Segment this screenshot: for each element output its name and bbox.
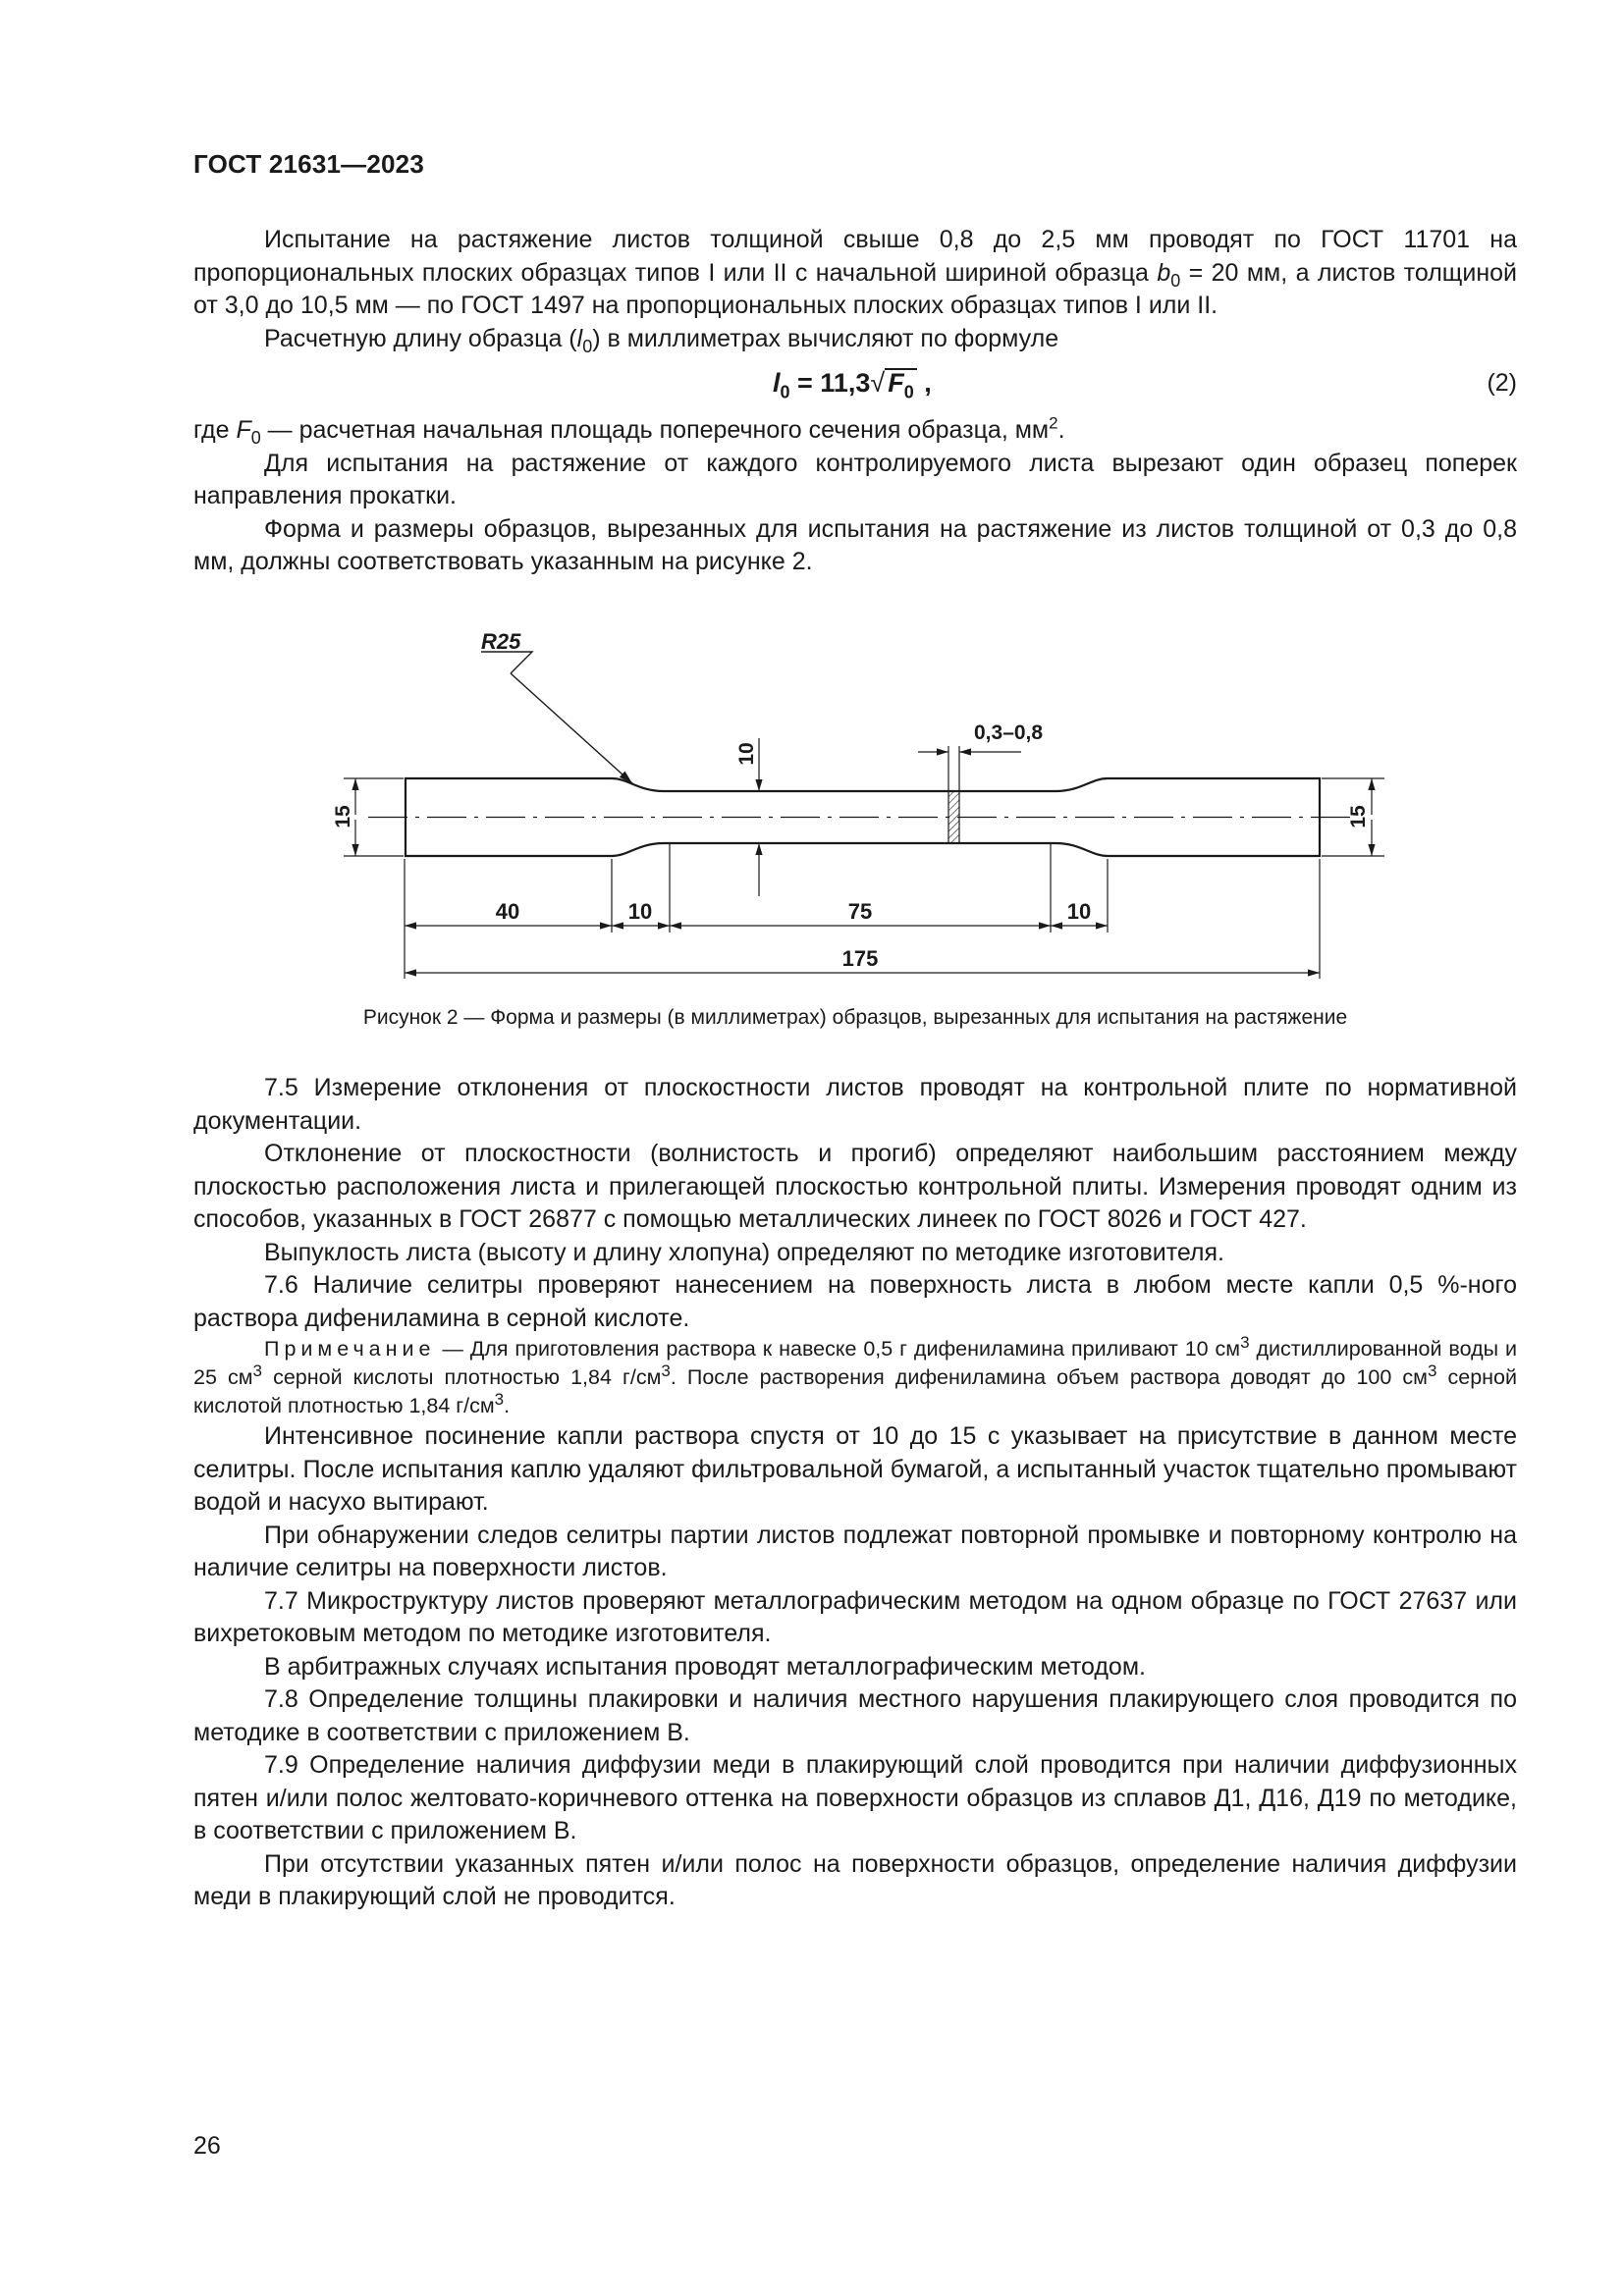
paragraph: 7.9 Определение наличия диффузии меди в плакирующий слой проводится при наличии диффузионных пятен и/или полос желтовато-коричневого оттенка на поверхности образцов из сплавов Д1, Д16, Д19 по методике, в соответствии с приложением В. xyxy=(193,1751,1517,1844)
paragraph: Интенсивное посинение капли раствора спустя от 10 до 15 с указывает на присутствие в данном месте селитры. После испытания каплю удаляют фильтровальной бумагой, а испытанный участок тщательно промывают водой и насухо вытирают. xyxy=(193,1422,1517,1516)
note-label: Примечание xyxy=(264,1337,436,1361)
paragraph: 7.6 Наличие селитры проверяют нанесением на поверхность листа в любом месте капли 0,5 %-ного раствора дифениламина в серной кислоте. xyxy=(193,1271,1517,1332)
paragraph: Расчетную длину образца $(l_0)$ в миллиметрах вычисляют по формуле xyxy=(264,324,1059,356)
body-text xyxy=(193,1072,1517,1914)
radius-label: R25 xyxy=(481,629,521,654)
paragraph: Для испытания на растяжение от каждого контролируемого листа вырезают один образец поперек направления прокатки. xyxy=(193,449,1517,509)
note: Примечание — Для приготовления раствора к навеске 0,5 г дифениламина приливают 10 $см^3$ дистиллированной воды и 25 $см^3$ серной кислоты плотностью 1,84 $г/см^3$. После растворения дифениламина объем раствора доводят до 100 $см^3$ серной кислотой плотностью 1,84 $г/см^3$. xyxy=(193,1332,1517,1417)
formula: $l_0 = 11,3√$ $F_0$ , xyxy=(773,368,932,402)
page-number: 26 xyxy=(193,2132,221,2160)
formula-number: (2) xyxy=(1487,369,1517,397)
paragraph: Испытание на растяжение листов толщиной свыше 0,8 до 2,5 мм проводят по ГОСТ 11701 на пропорциональных плоских образцах типов I или II с начальной шириной образца $b_0 = 20$ мм, а листов толщиной от 3,0 до 10,5 мм — по ГОСТ 1497 на пропорциональных плоских образцах типов I или II. xyxy=(193,226,1517,319)
document-header: ГОСТ 21631—2023 xyxy=(193,149,424,179)
paragraph: Форма и размеры образцов, вырезанных для испытания на растяжение из листов толщиной от 0,3 до 0,8 мм, должны соответствовать указанным на рисунке 2. xyxy=(193,514,1517,575)
paragraph: Выпуклость листа (высоту и длину хлопуна) определяют по методике изготовителя. xyxy=(264,1238,1225,1266)
dim-gauge: 75 xyxy=(847,899,873,924)
paragraph: В арбитражных случаях испытания проводят металлографическим методом. xyxy=(264,1652,1146,1681)
dim-trans-left: 10 xyxy=(627,899,653,924)
dim-trans-right: 10 xyxy=(1066,899,1092,924)
intro-text xyxy=(193,224,1517,579)
dim-height-right: 15 xyxy=(1347,805,1370,828)
formula-block xyxy=(193,363,1517,410)
paragraph: Отклонение от плоскостности (волнистость и прогиб) определяют наибольшим расстоянием между плоскостью расположения листа и прилегающей плоскостью контрольной плиты. Измерения проводят одним из способов, указанных в ГОСТ 26877 с помощью металлических линеек по ГОСТ 8026 и ГОСТ 427. xyxy=(193,1140,1517,1233)
paragraph: 7.8 Определение толщины плакировки и наличия местного нарушения плакирующего слоя проводится по методике в соответствии с приложением В. xyxy=(193,1685,1517,1746)
paragraph: При отсутствии указанных пятен и/или полос на поверхности образцов, определение наличия диффузии меди в плакирующий слой не проводится. xyxy=(193,1849,1517,1910)
figure-caption: Рисунок 2 — Форма и размеры (в миллиметрах) образцов, вырезанных для испытания на растяжение xyxy=(362,1006,1348,1029)
specimen-drawing xyxy=(314,618,1394,991)
paragraph: где $F_0$ — расчетная начальная площадь поперечного сечения образца, $мм^2$. xyxy=(193,413,1065,448)
paragraph: При обнаружении следов селитры партии листов подлежат повторной промывке и повторному контролю на наличие селитры на поверхности листов. xyxy=(193,1521,1517,1581)
thickness-section xyxy=(948,791,959,843)
dim-height-left: 15 xyxy=(332,805,354,828)
dim-grip: 40 xyxy=(495,899,520,924)
paragraph: 7.5 Измерение отклонения от плоскостности листов проводят на контрольной плите по нормативной документации. xyxy=(193,1074,1517,1135)
dim-neck: 10 xyxy=(735,742,758,766)
paragraph: 7.7 Микроструктуру листов проверяют металлографическим методом на одном образце по ГОСТ 27637 или вихретоковым методом по методике изготовителя. xyxy=(193,1586,1517,1647)
dim-thickness: 0,3–0,8 xyxy=(974,721,1044,744)
dim-total: 175 xyxy=(841,946,879,971)
